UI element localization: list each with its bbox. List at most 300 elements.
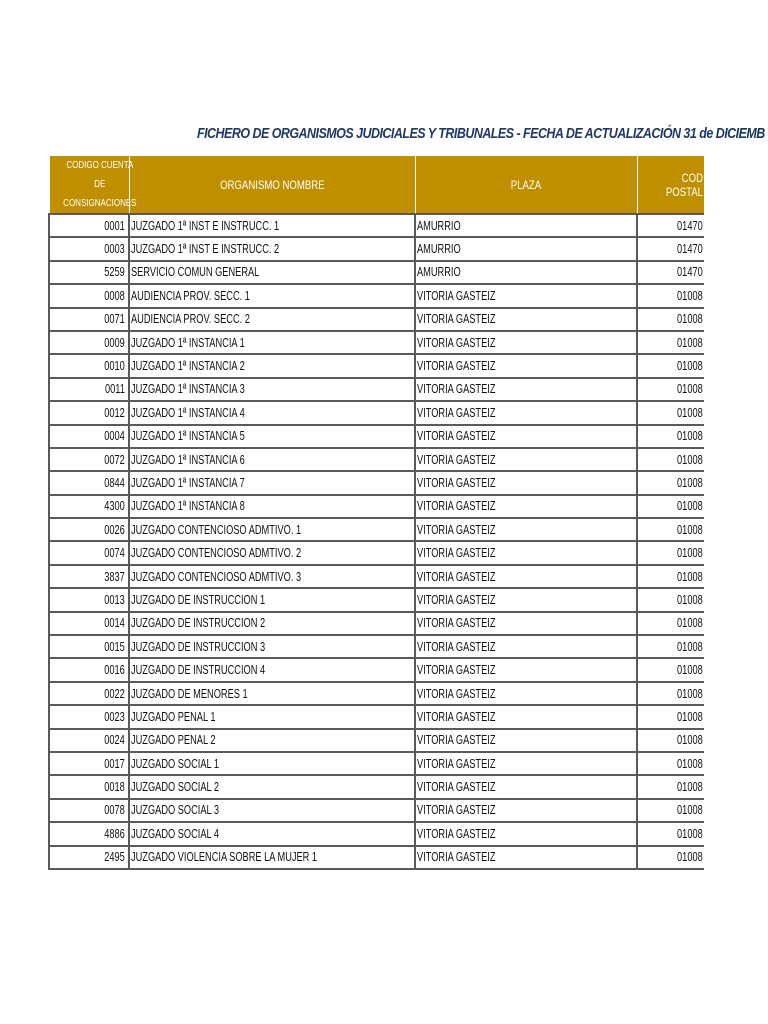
cell-plaza-text: VITORIA GASTEIZ [417,312,496,327]
cell-plaza [415,401,637,424]
cell-organismo-nombre-clip [131,450,351,470]
cell-organismo-nombre [129,541,415,564]
cell-plaza-clip [417,426,509,446]
cell-codigo-cuenta [49,261,129,284]
cell-plaza-text: VITORIA GASTEIZ [417,616,496,631]
cell-plaza [415,378,637,401]
table-row [49,284,704,307]
table-row [49,308,704,331]
cell-plaza-text: AMURRIO [417,242,461,257]
cell-plaza-text: VITORIA GASTEIZ [417,850,496,865]
table-body [49,214,704,869]
table-row [49,471,704,494]
cell-cod-postal [637,541,704,564]
table-row [49,448,704,471]
cell-cod-postal [637,682,704,705]
table-row [49,495,704,518]
cell-plaza [415,214,637,237]
cell-codigo-cuenta-text: 0072 [104,452,125,467]
cell-plaza-clip [417,520,509,540]
cell-organismo-nombre-clip [131,613,351,633]
table-row [49,682,704,705]
cell-codigo-cuenta-text: 5259 [104,265,125,280]
cell-codigo-cuenta-text: 0844 [104,475,125,490]
cell-plaza-text: VITORIA GASTEIZ [417,546,496,561]
cell-codigo-cuenta-text: 0010 [104,359,125,374]
table-row [49,775,704,798]
cell-codigo-cuenta [49,565,129,588]
cell-organismo-nombre [129,284,415,307]
header-row [49,156,704,215]
cell-plaza-clip [417,684,509,704]
cell-cod-postal-text: 01008 [677,288,703,303]
cell-cod-postal [637,705,704,728]
cell-plaza-clip [417,450,509,470]
cell-organismo-nombre [129,775,415,798]
cell-organismo-nombre-text: JUZGADO 1ª INSTANCIA 7 [131,475,245,490]
document-title-suffix: de DICIEMB [696,126,765,142]
cell-cod-postal [637,495,704,518]
cell-plaza-text: VITORIA GASTEIZ [417,405,496,420]
cell-plaza-text: AMURRIO [417,218,461,233]
cell-codigo-cuenta-text: 0026 [104,522,125,537]
cell-cod-postal-text: 01008 [677,663,703,678]
cell-organismo-nombre [129,331,415,354]
cell-plaza [415,354,637,377]
cell-plaza-clip [417,730,509,750]
header-cod-postal [637,156,704,215]
cell-organismo-nombre-clip [131,684,351,704]
cell-cod-postal [637,448,704,471]
cell-codigo-cuenta [49,729,129,752]
table-row [49,518,704,541]
cell-organismo-nombre [129,471,415,494]
table-row [49,635,704,658]
table-header [49,156,704,215]
cell-plaza-clip [417,707,509,727]
cell-cod-postal [637,752,704,775]
cell-organismo-nombre-clip [131,543,351,563]
table-row [49,729,704,752]
cell-cod-postal-text: 01008 [677,616,703,631]
cell-codigo-cuenta-text: 0012 [104,405,125,420]
cell-plaza-clip [417,847,509,867]
cell-organismo-nombre [129,822,415,845]
cell-plaza-text: VITORIA GASTEIZ [417,335,496,350]
cell-codigo-cuenta-text: 0024 [104,733,125,748]
cell-organismo-nombre-text: JUZGADO CONTENCIOSO ADMTIVO. 2 [131,546,302,561]
cell-organismo-nombre [129,308,415,331]
cell-codigo-cuenta-text: 0008 [104,288,125,303]
cell-cod-postal-text: 01008 [677,452,703,467]
cell-plaza-clip [417,216,509,236]
cell-plaza-text: VITORIA GASTEIZ [417,826,496,841]
cell-codigo-cuenta [49,775,129,798]
cell-codigo-cuenta-text: 2495 [104,850,125,865]
cell-plaza-clip [417,543,509,563]
cell-plaza-text: VITORIA GASTEIZ [417,359,496,374]
cell-plaza [415,705,637,728]
cell-organismo-nombre [129,401,415,424]
cell-codigo-cuenta [49,588,129,611]
cell-plaza [415,518,637,541]
cell-organismo-nombre-text: JUZGADO CONTENCIOSO ADMTIVO. 1 [131,522,302,537]
cell-plaza-text: VITORIA GASTEIZ [417,686,496,701]
organismos-table [48,155,704,870]
table-row [49,705,704,728]
table-row [49,565,704,588]
cell-codigo-cuenta-text: 0071 [104,312,125,327]
cell-codigo-cuenta [49,284,129,307]
cell-cod-postal [637,471,704,494]
cell-cod-postal [637,261,704,284]
cell-codigo-cuenta [49,448,129,471]
cell-codigo-cuenta-text: 0074 [104,546,125,561]
cell-organismo-nombre-text: JUZGADO DE MENORES 1 [131,686,248,701]
cell-plaza-clip [417,309,509,329]
cell-codigo-cuenta [49,495,129,518]
cell-plaza [415,846,637,869]
cell-plaza-clip [417,637,509,657]
cell-codigo-cuenta [49,354,129,377]
cell-plaza [415,471,637,494]
cell-organismo-nombre-clip [131,262,351,282]
document-title-text: FICHERO DE ORGANISMOS JUDICIALES Y TRIBUNALES - FECHA DE ACTUALIZACIÓN 31 [197,126,697,142]
cell-codigo-cuenta-text: 0003 [104,242,125,257]
organismos-table-container [48,155,704,889]
cell-cod-postal [637,658,704,681]
cell-organismo-nombre-text: AUDIENCIA PROV. SECC. 1 [131,288,250,303]
table-row [49,612,704,635]
cell-codigo-cuenta [49,425,129,448]
cell-cod-postal-text: 01008 [677,850,703,865]
cell-plaza-clip [417,777,509,797]
cell-cod-postal [637,425,704,448]
cell-plaza [415,635,637,658]
cell-organismo-nombre-clip [131,754,351,774]
cell-plaza-clip [417,800,509,820]
table-row [49,354,704,377]
cell-organismo-nombre [129,588,415,611]
cell-codigo-cuenta-text: 0016 [104,663,125,678]
cell-plaza [415,565,637,588]
cell-plaza-text: VITORIA GASTEIZ [417,475,496,490]
cell-organismo-nombre-clip [131,496,351,516]
cell-cod-postal-text: 01008 [677,312,703,327]
cell-organismo-nombre-text: JUZGADO 1ª INST E INSTRUCC. 1 [131,218,280,233]
cell-cod-postal-text: 01470 [677,218,703,233]
cell-plaza [415,237,637,260]
cell-codigo-cuenta-text: 0011 [105,382,125,397]
table-row [49,378,704,401]
cell-plaza-text: VITORIA GASTEIZ [417,733,496,748]
header-organismo-nombre [129,156,415,215]
cell-plaza-clip [417,403,509,423]
cell-cod-postal [637,799,704,822]
table-row [49,214,704,237]
cell-organismo-nombre-text: SERVICIO COMUN GENERAL [131,265,260,280]
cell-plaza-text: VITORIA GASTEIZ [417,709,496,724]
cell-codigo-cuenta-text: 4300 [104,499,125,514]
cell-organismo-nombre-clip [131,590,351,610]
table-row [49,425,704,448]
cell-codigo-cuenta-text: 0001 [104,218,125,233]
cell-cod-postal [637,308,704,331]
cell-codigo-cuenta-text: 0004 [104,429,125,444]
cell-plaza-text: VITORIA GASTEIZ [417,592,496,607]
cell-plaza-clip [417,824,509,844]
cell-organismo-nombre [129,846,415,869]
table-row [49,541,704,564]
cell-organismo-nombre [129,378,415,401]
cell-plaza [415,799,637,822]
cell-plaza-text: VITORIA GASTEIZ [417,288,496,303]
cell-codigo-cuenta [49,541,129,564]
cell-organismo-nombre-text: JUZGADO PENAL 1 [131,709,216,724]
cell-codigo-cuenta [49,214,129,237]
cell-organismo-nombre-text: JUZGADO 1ª INSTANCIA 8 [131,499,245,514]
cell-organismo-nombre-clip [131,356,351,376]
cell-cod-postal-text: 01008 [677,405,703,420]
cell-codigo-cuenta-text: 3837 [104,569,125,584]
cell-codigo-cuenta [49,331,129,354]
cell-organismo-nombre-text: JUZGADO DE INSTRUCCION 3 [131,639,266,654]
cell-organismo-nombre-clip [131,847,351,867]
table-row [49,237,704,260]
cell-plaza-text: VITORIA GASTEIZ [417,522,496,537]
cell-codigo-cuenta-text: 0017 [104,756,125,771]
cell-organismo-nombre-text: JUZGADO DE INSTRUCCION 2 [131,616,266,631]
cell-organismo-nombre-clip [131,800,351,820]
cell-organismo-nombre [129,799,415,822]
cell-cod-postal [637,775,704,798]
header-organismo-nombre-label: ORGANISMO NOMBRE [219,177,325,192]
cell-plaza [415,729,637,752]
cell-cod-postal-text: 01470 [677,265,703,280]
cell-organismo-nombre [129,705,415,728]
cell-codigo-cuenta [49,612,129,635]
cell-organismo-nombre-text: JUZGADO PENAL 2 [131,733,216,748]
cell-plaza [415,822,637,845]
table-row [49,846,704,869]
cell-codigo-cuenta [49,822,129,845]
cell-plaza-clip [417,379,509,399]
table-row [49,799,704,822]
cell-organismo-nombre-text: JUZGADO 1ª INSTANCIA 3 [131,382,245,397]
cell-codigo-cuenta [49,237,129,260]
cell-codigo-cuenta [49,705,129,728]
cell-cod-postal [637,822,704,845]
cell-codigo-cuenta [49,308,129,331]
cell-organismo-nombre-clip [131,379,351,399]
cell-plaza-clip [417,473,509,493]
cell-organismo-nombre-clip [131,216,351,236]
cell-cod-postal-text: 01470 [677,242,703,257]
cell-organismo-nombre-clip [131,520,351,540]
cell-organismo-nombre-clip [131,473,351,493]
cell-organismo-nombre [129,448,415,471]
cell-codigo-cuenta-text: 0078 [104,803,125,818]
cell-codigo-cuenta-text: 0013 [104,592,125,607]
header-plaza-label: PLAZA [510,177,542,192]
cell-cod-postal [637,565,704,588]
cell-organismo-nombre [129,658,415,681]
cell-codigo-cuenta-text: 0022 [104,686,125,701]
cell-cod-postal-text: 01008 [677,522,703,537]
cell-organismo-nombre [129,635,415,658]
cell-cod-postal [637,331,704,354]
table-row [49,331,704,354]
cell-codigo-cuenta [49,799,129,822]
cell-codigo-cuenta [49,846,129,869]
cell-codigo-cuenta [49,658,129,681]
cell-plaza-clip [417,613,509,633]
cell-organismo-nombre-text: JUZGADO SOCIAL 2 [131,780,220,795]
cell-organismo-nombre-clip [131,309,351,329]
cell-plaza [415,612,637,635]
cell-cod-postal [637,846,704,869]
cell-organismo-nombre-clip [131,637,351,657]
cell-cod-postal [637,401,704,424]
cell-organismo-nombre [129,237,415,260]
cell-organismo-nombre-clip [131,730,351,750]
cell-organismo-nombre-text: JUZGADO SOCIAL 3 [131,803,220,818]
cell-codigo-cuenta [49,682,129,705]
cell-plaza [415,775,637,798]
cell-organismo-nombre [129,214,415,237]
cell-plaza-text: VITORIA GASTEIZ [417,429,496,444]
cell-organismo-nombre [129,752,415,775]
cell-codigo-cuenta [49,518,129,541]
document-title [197,126,765,142]
table-row [49,401,704,424]
cell-codigo-cuenta-text: 0014 [104,616,125,631]
cell-cod-postal-text: 01008 [677,803,703,818]
cell-organismo-nombre-text: JUZGADO SOCIAL 4 [131,826,220,841]
cell-codigo-cuenta [49,401,129,424]
cell-organismo-nombre-clip [131,707,351,727]
cell-cod-postal-text: 01008 [677,499,703,514]
cell-organismo-nombre-text: JUZGADO 1ª INSTANCIA 6 [131,452,245,467]
cell-cod-postal [637,214,704,237]
cell-plaza-clip [417,333,509,353]
cell-organismo-nombre [129,729,415,752]
cell-cod-postal-text: 01008 [677,546,703,561]
cell-cod-postal [637,237,704,260]
cell-plaza [415,752,637,775]
cell-plaza-text: AMURRIO [417,265,461,280]
table-row [49,658,704,681]
cell-plaza-text: VITORIA GASTEIZ [417,639,496,654]
cell-cod-postal-text: 01008 [677,475,703,490]
cell-plaza-text: VITORIA GASTEIZ [417,382,496,397]
cell-plaza-clip [417,496,509,516]
header-cod-postal-label: COD POSTAL [665,170,703,199]
header-codigo-cuenta-label: CODIGO CUENTA DE CONSIGNACIONES [62,160,137,209]
cell-cod-postal [637,378,704,401]
table-row [49,261,704,284]
cell-organismo-nombre-clip [131,333,351,353]
cell-cod-postal-text: 01008 [677,709,703,724]
cell-cod-postal-text: 01008 [677,756,703,771]
cell-plaza [415,588,637,611]
cell-organismo-nombre-text: AUDIENCIA PROV. SECC. 2 [131,312,250,327]
cell-codigo-cuenta-text: 0015 [104,639,125,654]
cell-cod-postal-text: 01008 [677,335,703,350]
cell-plaza-clip [417,356,509,376]
table-row [49,752,704,775]
cell-organismo-nombre [129,518,415,541]
cell-cod-postal [637,588,704,611]
cell-cod-postal-text: 01008 [677,382,703,397]
cell-plaza-clip [417,590,509,610]
cell-organismo-nombre-text: JUZGADO DE INSTRUCCION 4 [131,663,266,678]
cell-plaza-clip [417,754,509,774]
cell-organismo-nombre-text: JUZGADO 1ª INSTANCIA 4 [131,405,245,420]
cell-cod-postal-text: 01008 [677,780,703,795]
cell-plaza [415,425,637,448]
cell-organismo-nombre [129,261,415,284]
header-plaza [415,156,637,215]
cell-organismo-nombre-text: JUZGADO 1ª INSTANCIA 1 [131,335,245,350]
cell-cod-postal-text: 01008 [677,592,703,607]
cell-organismo-nombre [129,682,415,705]
header-codigo-cuenta [49,156,137,215]
cell-codigo-cuenta-text: 0018 [104,780,125,795]
cell-plaza-clip [417,262,509,282]
cell-cod-postal-text: 01008 [677,429,703,444]
cell-organismo-nombre [129,425,415,448]
cell-plaza [415,495,637,518]
cell-organismo-nombre-text: JUZGADO CONTENCIOSO ADMTIVO. 3 [131,569,302,584]
cell-organismo-nombre-clip [131,824,351,844]
cell-codigo-cuenta [49,635,129,658]
cell-organismo-nombre-clip [131,567,351,587]
cell-organismo-nombre-clip [131,660,351,680]
cell-plaza [415,658,637,681]
cell-plaza-text: VITORIA GASTEIZ [417,663,496,678]
table-row [49,588,704,611]
cell-plaza-text: VITORIA GASTEIZ [417,803,496,818]
cell-codigo-cuenta-text: 0009 [104,335,125,350]
cell-codigo-cuenta [49,752,129,775]
cell-cod-postal [637,518,704,541]
cell-codigo-cuenta [49,471,129,494]
cell-cod-postal-text: 01008 [677,359,703,374]
cell-cod-postal [637,284,704,307]
cell-cod-postal-text: 01008 [677,639,703,654]
cell-cod-postal-text: 01008 [677,569,703,584]
cell-plaza [415,261,637,284]
cell-organismo-nombre-clip [131,239,351,259]
cell-codigo-cuenta [49,378,129,401]
cell-cod-postal [637,635,704,658]
cell-cod-postal-text: 01008 [677,826,703,841]
cell-codigo-cuenta-text: 0023 [104,709,125,724]
cell-cod-postal [637,729,704,752]
cell-organismo-nombre [129,612,415,635]
cell-organismo-nombre-text: JUZGADO DE INSTRUCCION 1 [131,592,266,607]
cell-plaza-text: VITORIA GASTEIZ [417,499,496,514]
cell-plaza [415,308,637,331]
cell-organismo-nombre-text: JUZGADO SOCIAL 1 [131,756,220,771]
cell-organismo-nombre [129,565,415,588]
cell-plaza-text: VITORIA GASTEIZ [417,452,496,467]
cell-organismo-nombre-clip [131,286,351,306]
cell-plaza-clip [417,239,509,259]
cell-plaza-clip [417,286,509,306]
cell-cod-postal [637,354,704,377]
